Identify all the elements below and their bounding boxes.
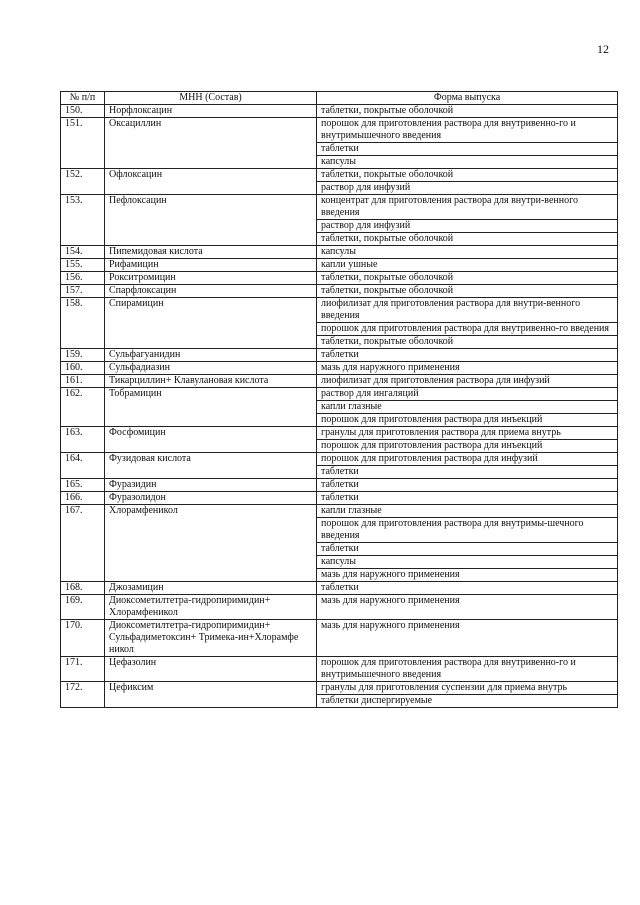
release-form: таблетки, покрытые оболочкой: [317, 169, 617, 182]
drug-name: Фуразидин: [105, 479, 317, 492]
table-row: [61, 272, 618, 285]
table-row: [61, 427, 618, 453]
table-row: [61, 349, 618, 362]
release-form: мазь для наружного применения: [321, 362, 460, 373]
release-forms: [317, 362, 618, 375]
header-num: № п/п: [61, 92, 105, 105]
release-form: лиофилизат для приготовления раствора для внутри-венного введения: [317, 298, 617, 323]
release-form: таблетки, покрытые оболочкой: [321, 336, 454, 347]
release-form: порошок для приготовления раствора для внутривенно-го введения: [317, 323, 617, 336]
row-number: 162.: [61, 388, 105, 427]
drug-name: Сульфагуанидин: [105, 349, 317, 362]
release-forms: [317, 479, 618, 492]
table-row: [61, 582, 618, 595]
release-form: таблетки: [321, 466, 359, 477]
release-forms: [317, 492, 618, 505]
table-header-row: [61, 92, 618, 105]
row-number: 154.: [61, 246, 105, 259]
release-form: капсулы: [321, 156, 356, 167]
drug-name: Хлорамфеникол: [105, 505, 317, 582]
row-number: 158.: [61, 298, 105, 349]
row-number: 159.: [61, 349, 105, 362]
table-row: [61, 388, 618, 427]
table-row: [61, 505, 618, 582]
release-form: порошок для приготовления раствора для инфузий: [317, 453, 617, 466]
release-form: таблетки, покрытые оболочкой: [321, 105, 454, 116]
release-form: таблетки, покрытые оболочкой: [321, 285, 454, 296]
table-row: [61, 246, 618, 259]
row-number: 163.: [61, 427, 105, 453]
drug-name: Цефиксим: [105, 682, 317, 708]
table-row: [61, 285, 618, 298]
drug-name: Оксациллин: [105, 118, 317, 169]
release-forms: [317, 169, 618, 195]
table-row: [61, 195, 618, 246]
table-row: [61, 492, 618, 505]
table-row: [61, 453, 618, 479]
row-number: 168.: [61, 582, 105, 595]
table-row: [61, 479, 618, 492]
row-number: 153.: [61, 195, 105, 246]
drug-name: Тобрамицин: [105, 388, 317, 427]
release-form: мазь для наружного применения: [321, 620, 460, 631]
row-number: 152.: [61, 169, 105, 195]
drug-name: Пипемидовая кислота: [105, 246, 317, 259]
release-forms: [317, 285, 618, 298]
drug-name: Офлоксацин: [105, 169, 317, 195]
row-number: 170.: [61, 620, 105, 657]
release-form: порошок для приготовления раствора для внутримы-шечного введения: [317, 518, 617, 543]
release-forms: [317, 272, 618, 285]
release-form: мазь для наружного применения: [321, 569, 460, 580]
drug-name: Диоксометилтетра-гидропиримидин+ Сульфадиметоксин+ Тримека-ин+Хлорамфе никол: [105, 620, 317, 657]
release-form: порошок для приготовления раствора для инъекций: [321, 440, 543, 451]
release-forms: [317, 595, 618, 620]
release-form: раствор для инфузий: [321, 182, 411, 193]
drug-name: Рокситромицин: [105, 272, 317, 285]
drug-name: Тикарциллин+ Клавулановая кислота: [105, 375, 317, 388]
drug-table: [60, 91, 618, 708]
page-number: 12: [597, 42, 609, 56]
row-number: 171.: [61, 657, 105, 682]
release-forms: [317, 259, 618, 272]
release-forms: [317, 349, 618, 362]
release-form: гранулы для приготовления суспензии для приема внутрь: [317, 682, 617, 695]
release-form: порошок для приготовления раствора для внутривенно-го и внутримышечного введения: [317, 118, 617, 143]
release-form: капли глазные: [317, 401, 617, 414]
row-number: 151.: [61, 118, 105, 169]
release-forms: [317, 105, 618, 118]
release-form: таблетки, покрытые оболочкой: [321, 272, 454, 283]
drug-name: Рифамицин: [105, 259, 317, 272]
drug-name: Спирамицин: [105, 298, 317, 349]
row-number: 166.: [61, 492, 105, 505]
table-row: [61, 105, 618, 118]
table-row: [61, 595, 618, 620]
release-form: капли глазные: [317, 505, 617, 518]
table-row: [61, 169, 618, 195]
table-row: [61, 118, 618, 169]
release-form: таблетки: [321, 582, 359, 593]
release-forms: [317, 298, 618, 349]
release-form: капли ушные: [321, 259, 378, 270]
table-row: [61, 259, 618, 272]
table-row: [61, 362, 618, 375]
release-forms: [317, 582, 618, 595]
release-forms: [317, 375, 618, 388]
row-number: 157.: [61, 285, 105, 298]
release-form: раствор для инфузий: [317, 220, 617, 233]
release-form: таблетки: [321, 492, 359, 503]
header-form: Форма выпуска: [317, 92, 618, 105]
drug-name: Сульфадиазин: [105, 362, 317, 375]
release-forms: [317, 682, 618, 708]
release-form: концентрат для приготовления раствора для внутри-венного введения: [317, 195, 617, 220]
release-forms: [317, 388, 618, 427]
drug-name: Фосфомицин: [105, 427, 317, 453]
release-forms: [317, 453, 618, 479]
release-forms: [317, 246, 618, 259]
release-forms: [317, 427, 618, 453]
release-forms: [317, 657, 618, 682]
release-form: капсулы: [321, 246, 356, 257]
release-form: раствор для ингаляций: [317, 388, 617, 401]
row-number: 167.: [61, 505, 105, 582]
table-row: [61, 375, 618, 388]
release-forms: [317, 195, 618, 246]
row-number: 150.: [61, 105, 105, 118]
table-row: [61, 682, 618, 708]
release-form: порошок для приготовления раствора для внутривенно-го и внутримышечного введения: [321, 657, 576, 680]
drug-name: Диоксометилтетра-гидропиримидин+ Хлорамфеникол: [105, 595, 317, 620]
drug-name: Фузидовая кислота: [105, 453, 317, 479]
release-forms: [317, 118, 618, 169]
drug-name: Спарфлоксацин: [105, 285, 317, 298]
drug-name: Норфлоксацин: [105, 105, 317, 118]
drug-name: Пефлоксацин: [105, 195, 317, 246]
row-number: 169.: [61, 595, 105, 620]
row-number: 164.: [61, 453, 105, 479]
release-form: мазь для наружного применения: [321, 595, 460, 606]
release-form: таблетки диспергируемые: [321, 695, 433, 706]
row-number: 172.: [61, 682, 105, 708]
row-number: 156.: [61, 272, 105, 285]
release-form: капсулы: [317, 556, 617, 569]
table-row: [61, 657, 618, 682]
table-row: [61, 298, 618, 349]
release-forms: [317, 505, 618, 582]
drug-name: Джозамицин: [105, 582, 317, 595]
release-form: порошок для приготовления раствора для инъекций: [321, 414, 543, 425]
row-number: 155.: [61, 259, 105, 272]
release-forms: [317, 620, 618, 657]
release-form: таблетки: [321, 349, 359, 360]
release-form: гранулы для приготовления раствора для приема внутрь: [317, 427, 617, 440]
release-form: таблетки: [321, 479, 359, 490]
row-number: 161.: [61, 375, 105, 388]
release-form: таблетки: [317, 543, 617, 556]
row-number: 165.: [61, 479, 105, 492]
table-row: [61, 620, 618, 657]
drug-name: Цефазолин: [105, 657, 317, 682]
release-form: таблетки: [317, 143, 617, 156]
header-name: МНН (Состав): [105, 92, 317, 105]
release-form: лиофилизат для приготовления раствора для инфузий: [321, 375, 550, 386]
row-number: 160.: [61, 362, 105, 375]
release-form: таблетки, покрытые оболочкой: [321, 233, 454, 244]
drug-name: Фуразолидон: [105, 492, 317, 505]
